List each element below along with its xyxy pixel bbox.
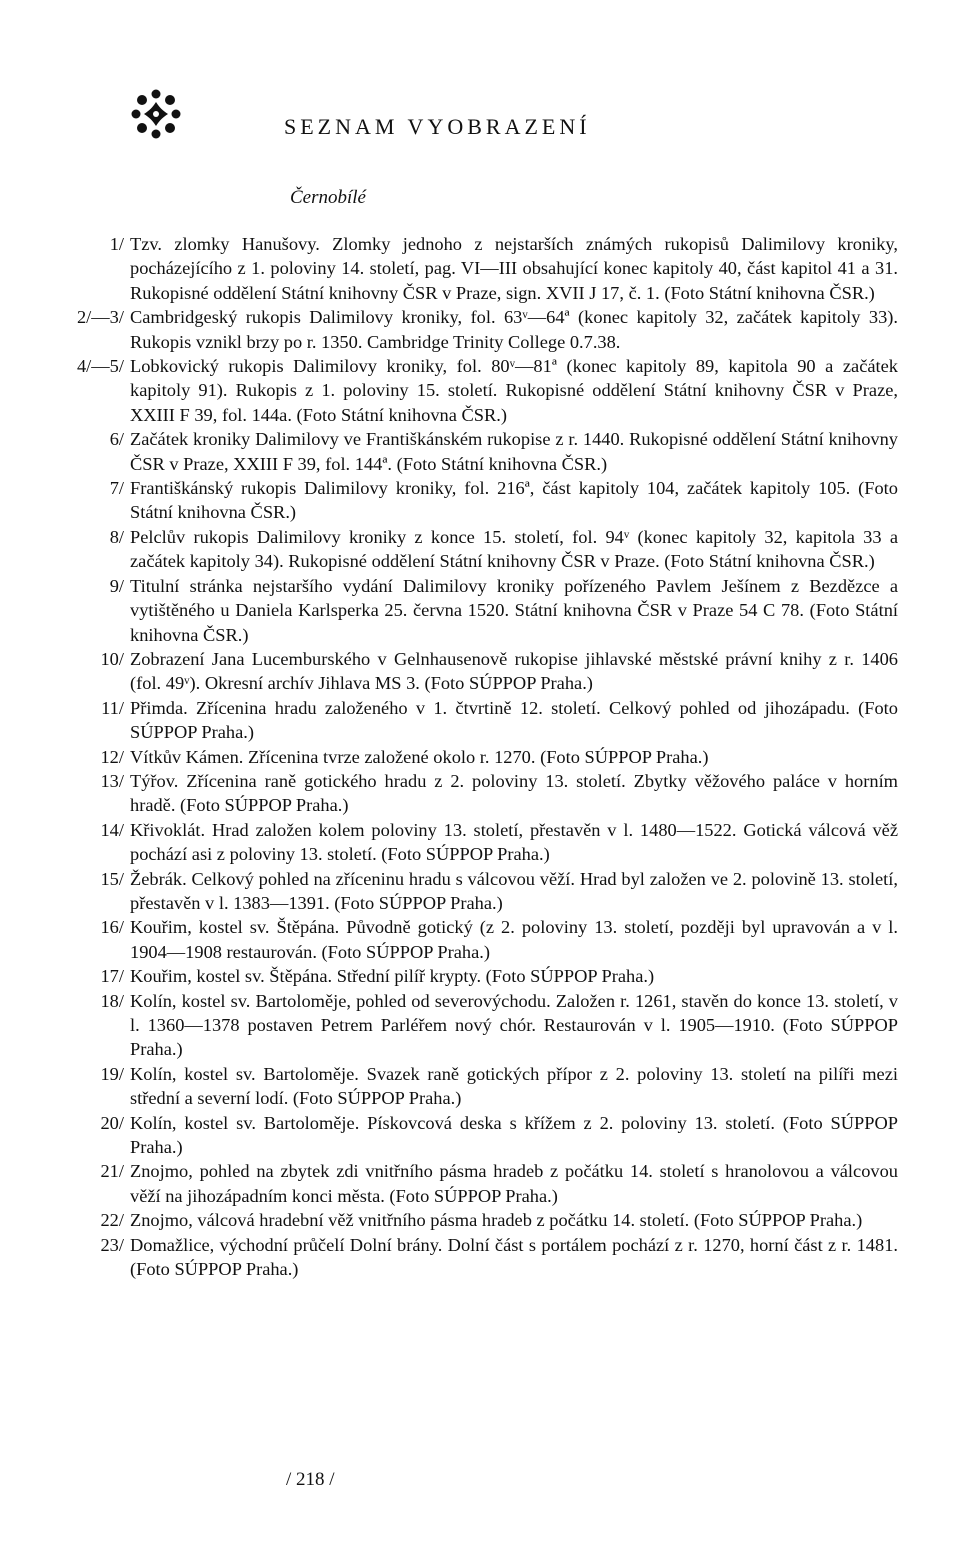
page-title: SEZNAM VYOBRAZENÍ [284, 114, 591, 139]
list-item [60, 1159, 898, 1208]
page-header [130, 88, 830, 148]
list-item [60, 1062, 898, 1111]
list-item [60, 867, 898, 916]
entry-number: 11/ [101, 697, 124, 718]
entry-number: 4/—5/ [76, 356, 124, 377]
entry-number: 10/ [100, 648, 124, 669]
entry-number: 7/ [109, 478, 124, 499]
entry-number: 8/ [109, 526, 124, 547]
list-item [60, 915, 898, 964]
entry-text: Začátek kroniky Dalimilovy ve Františkánském rukopise z r. 1440. Rukopisné oddělení Státní knihovny ČSR v Praze, XXIII F 39, fol. 144ª. (Foto Státní knihovna ČSR.) [130, 429, 898, 474]
entry-text: Znojmo, válcová hradební věž vnitřního pásma hradeb z počátku 14. století. (Foto SÚPPOP Praha.) [130, 1210, 863, 1231]
entry-text: Kouřim, kostel sv. Štěpána. Původně gotický (z 2. poloviny 13. století, později byl upravován a v l. 1904—1908 restaurován. (Foto SÚPPOP Praha.) [130, 917, 898, 962]
entry-text: Zobrazení Jana Lucemburského v Gelnhausenově rukopise jihlavské městské právní knihy z r. 1406 (fol. 49ᵛ). Okresní archív Jihlava MS 3. (Foto SÚPPOP Praha.) [130, 648, 898, 694]
list-item [60, 427, 898, 476]
entry-number: 19/ [100, 1063, 124, 1084]
entry-text: Lobkovický rukopis Dalimilovy kroniky, fol. 80ᵛ—81ª (konec kapitoly 89, kapitola 90 a začátek kapitoly 91). Rukopis z 1. poloviny 15. století. Rukopisné oddělení Státní knihovny ČSR v Praze, XXIII F 39, fol. 144a. (Foto Státní knihovna ČSR.) [130, 356, 898, 425]
entry-number: 14/ [100, 819, 124, 840]
list-item [60, 476, 898, 525]
entry-text: Kolín, kostel sv. Bartoloměje. Pískovcová deska s křížem z 2. poloviny 13. století. (Foto SÚPPOP Praha.) [130, 1112, 898, 1158]
entry-number: 1/ [109, 234, 124, 254]
entry-number: 18/ [100, 990, 124, 1011]
list-item [60, 964, 898, 988]
entry-number: 9/ [109, 575, 124, 596]
entry-text: Znojmo, pohled na zbytek zdi vnitřního pásma hradeb z počátku 14. století s hranolovou a válcovou věží na jihozápadním konci města. (Foto SÚPPOP Praha.) [130, 1161, 898, 1206]
illustration-list [60, 232, 898, 1281]
list-item [60, 525, 898, 574]
entry-number: 13/ [100, 770, 124, 791]
entry-text: Domažlice, východní průčelí Dolní brány. Dolní část s portálem pochází z r. 1270, horní část z r. 1481. (Foto SÚPPOP Praha.) [130, 1234, 898, 1280]
entry-number: 12/ [100, 746, 124, 767]
list-item [60, 232, 898, 305]
entry-number: 2/—3/ [76, 307, 124, 328]
list-item [60, 1111, 898, 1160]
section-title: Černobílé [290, 187, 366, 208]
entry-text: Kolín, kostel sv. Bartoloměje. Svazek raně gotických přípor z 2. poloviny 13. století na pilíři mezi střední a severní lodí. (Foto SÚPPOP Praha.) [130, 1063, 898, 1109]
entry-text: Kouřim, kostel sv. Štěpána. Střední pilíř krypty. (Foto SÚPPOP Praha.) [130, 966, 655, 987]
list-item [60, 696, 898, 745]
entry-number: 21/ [100, 1161, 124, 1182]
entry-text: Vítkův Kámen. Zřícenina tvrze založené okolo r. 1270. (Foto SÚPPOP Praha.) [130, 746, 709, 767]
list-item [60, 745, 898, 769]
list-item [60, 574, 898, 647]
entry-number: 17/ [100, 966, 124, 987]
list-item [60, 818, 898, 867]
list-item [60, 1208, 898, 1232]
entry-text: Žebrák. Celkový pohled na zříceninu hradu s válcovou věží. Hrad byl založen ve 2. polovině 13. století, přestavěn v l. 1383—1391. (Foto SÚPPOP Praha.) [130, 868, 898, 913]
entry-text: Pelclův rukopis Dalimilovy kroniky z konce 15. století, fol. 94ᵛ (konec kapitoly 32, kapitola 33 a začátek kapitoly 34). Rukopisné oddělení Státní knihovny ČSR v Praze. (Foto Státní knihovna ČSR.) [130, 526, 898, 572]
entry-number: 20/ [100, 1112, 124, 1133]
entry-number: 23/ [100, 1234, 124, 1255]
entry-text: Františkánský rukopis Dalimilovy kroniky, fol. 216ª, část kapitoly 104, začátek kapitoly 105. (Foto Státní knihovna ČSR.) [130, 478, 898, 523]
entry-text: Kolín, kostel sv. Bartoloměje, pohled od severovýchodu. Založen r. 1261, stavěn do konce 13. století, v l. 1360—1378 postaven Petrem Parléřem nový chór. Restaurován v l. 1905—1910. (Foto SÚPPOP Praha.) [130, 990, 898, 1060]
entry-text: Týřov. Zřícenina raně gotického hradu z 2. poloviny 13. století. Zbytky věžového paláce v horním hradě. (Foto SÚPPOP Praha.) [130, 770, 898, 816]
entry-number: 16/ [100, 917, 124, 938]
list-item [60, 354, 898, 427]
entry-number: 6/ [109, 429, 124, 450]
entry-text: Titulní stránka nejstaršího vydání Dalimilovy kroniky pořízeného Pavlem Ješínem z Bezdězce a vytištěného u Daniela Karlsperka 25. června 1520. Státní knihovna ČSR v Praze 54 C 78. (Foto Státní knihovna ČSR.) [130, 575, 898, 645]
entry-text: Přimda. Zřícenina hradu založeného v 1. čtvrtině 12. století. Celkový pohled od jihozápadu. (Foto SÚPPOP Praha.) [130, 697, 898, 743]
list-item [60, 1233, 898, 1282]
entry-text: Cambridgeský rukopis Dalimilovy kroniky, fol. 63ᵛ—64ª (konec kapitoly 32, začátek kapitoly 33). Rukopis vznikl brzy po r. 1350. Cambridge Trinity College 0.7.38. [130, 307, 898, 352]
list-item [60, 647, 898, 696]
entry-number: 22/ [100, 1210, 124, 1231]
list-item [60, 989, 898, 1062]
entry-number: 15/ [100, 868, 124, 889]
fleuron-ornament-icon [130, 88, 182, 140]
list-item [60, 305, 898, 354]
entry-text: Tzv. zlomky Hanušovy. Zlomky jednoho z nejstarších známých rukopisů Dalimilovy kroniky, pocházejícího z 1. poloviny 14. století, pag. VI—III obsahující konec kapitoly 40, část kapitol 41 a 31. Rukopisné oddělení Státní knihovny ČSR v Praze, sign. XVII J 17, č. 1. (Foto Státní knihovna ČSR.) [130, 234, 898, 303]
page-number: / 218 / [286, 1469, 335, 1490]
entry-text: Křivoklát. Hrad založen kolem poloviny 13. století, přestavěn v l. 1480—1522. Gotická válcová věž pochází asi z poloviny 13. století. (Foto SÚPPOP Praha.) [130, 819, 898, 865]
list-item [60, 769, 898, 818]
